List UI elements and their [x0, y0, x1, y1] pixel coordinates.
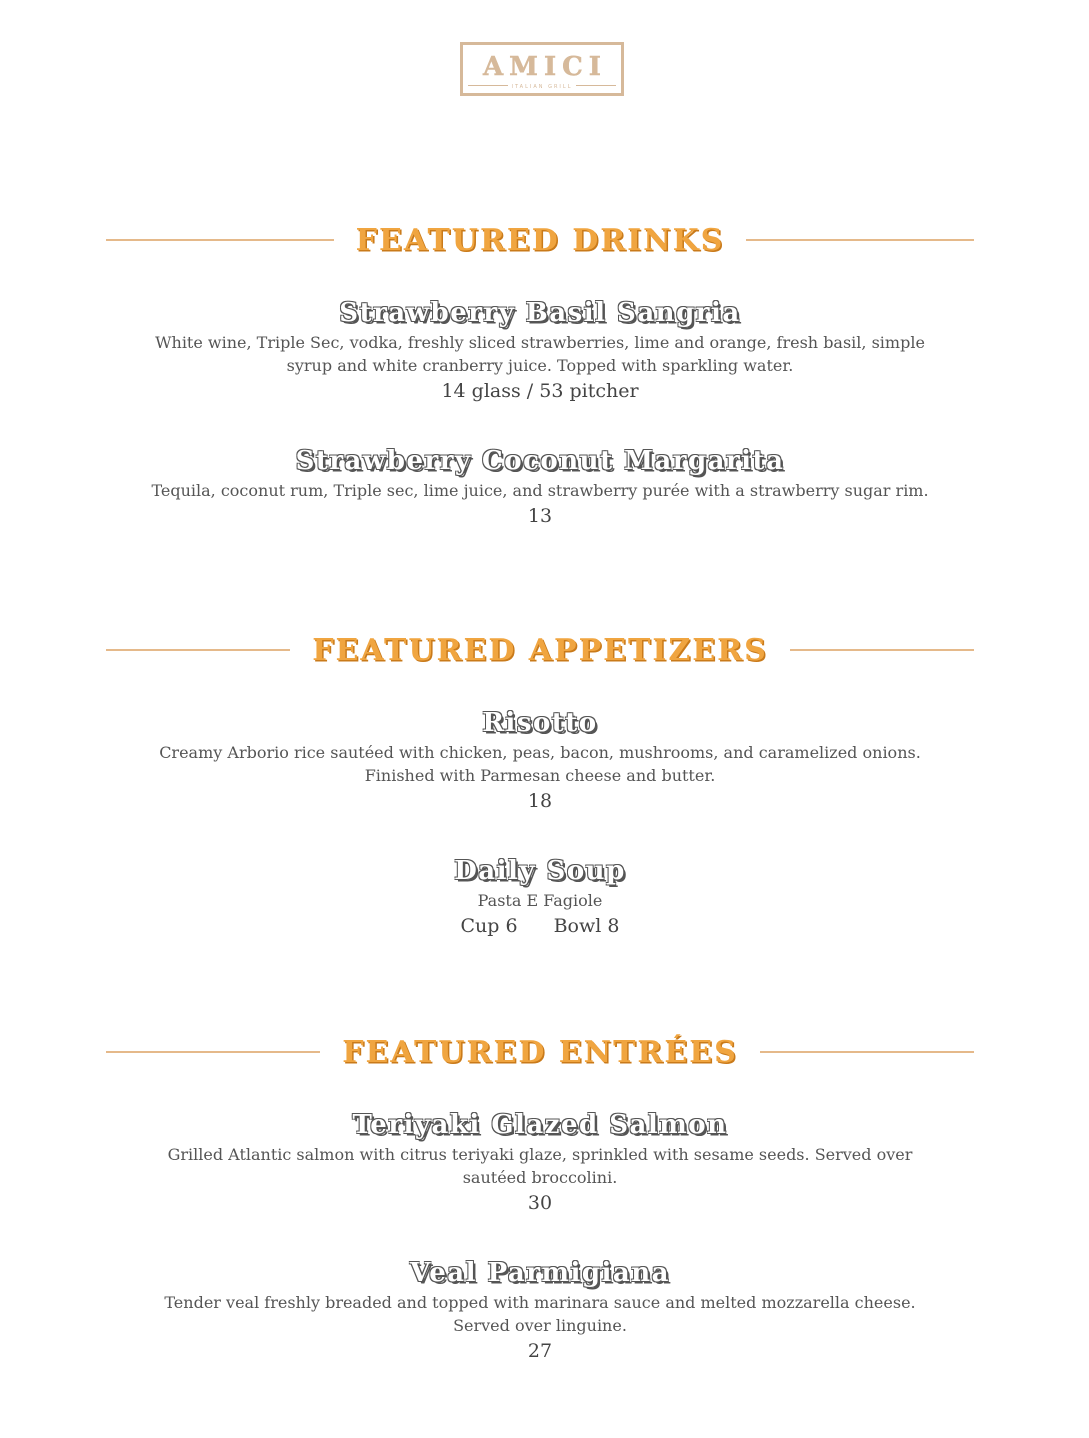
divider-rule — [760, 1051, 974, 1053]
item-name: Risotto — [482, 708, 598, 738]
logo — [460, 42, 624, 96]
divider-rule — [746, 239, 974, 241]
item-price: 13 — [527, 505, 553, 527]
item-price: 14 glass / 53 pitcher — [441, 380, 639, 402]
section-title: FEATURED ENTRÉES — [342, 1034, 738, 1070]
logo-rule-left — [468, 85, 508, 86]
item-name: Strawberry Basil Sangria — [339, 298, 741, 328]
menu-item — [106, 856, 974, 939]
divider-rule — [106, 239, 334, 241]
item-price: 27 — [527, 1340, 553, 1362]
item-name: Teriyaki Glazed Salmon — [352, 1110, 728, 1140]
section-title: FEATURED APPETIZERS — [312, 632, 768, 668]
section-header-entrees — [106, 1032, 974, 1072]
item-description: Grilled Atlantic salmon with citrus teriyaki glaze, sprinkled with sesame seeds. Served over sautéed broccolini. — [167, 1145, 913, 1187]
item-description: Creamy Arborio rice sautéed with chicken, peas, bacon, mushrooms, and caramelized onions. Finished with Parmesan cheese and butter. — [159, 743, 921, 785]
item-name: Strawberry Coconut Margarita — [295, 446, 785, 476]
item-name: Veal Parmigiana — [409, 1258, 671, 1288]
item-description: Tequila, coconut rum, Triple sec, lime juice, and strawberry purée with a strawberry sugar rim. — [151, 481, 929, 500]
menu-item — [106, 446, 974, 529]
divider-rule — [106, 649, 290, 651]
menu-item — [106, 298, 974, 404]
price-bowl: Bowl 8 — [553, 915, 620, 937]
logo-tagline: ITALIAN GRILL — [511, 84, 573, 90]
item-name: Daily Soup — [454, 856, 626, 886]
logo-rule-right — [576, 85, 616, 86]
section-title: FEATURED DRINKS — [355, 222, 725, 258]
divider-rule — [106, 1051, 320, 1053]
section-header-appetizers — [106, 630, 974, 670]
logo-wordmark: AMICI — [483, 52, 607, 82]
item-price: 30 — [527, 1192, 553, 1214]
item-description: White wine, Triple Sec, vodka, freshly sliced strawberries, lime and orange, fresh basil, simple syrup and white cranberry juice. Topped with sparkling water. — [155, 333, 925, 375]
item-price — [106, 913, 974, 939]
item-description: Tender veal freshly breaded and topped with marinara sauce and melted mozzarella cheese. Served over linguine. — [164, 1293, 916, 1335]
menu-item — [106, 708, 974, 814]
price-cup: Cup 6 — [460, 915, 518, 937]
menu-item — [106, 1258, 974, 1364]
item-price: 18 — [527, 790, 553, 812]
divider-rule — [790, 649, 974, 651]
menu-item — [106, 1110, 974, 1216]
item-description: Pasta E Fagiole — [477, 891, 603, 910]
section-header-drinks — [106, 220, 974, 260]
